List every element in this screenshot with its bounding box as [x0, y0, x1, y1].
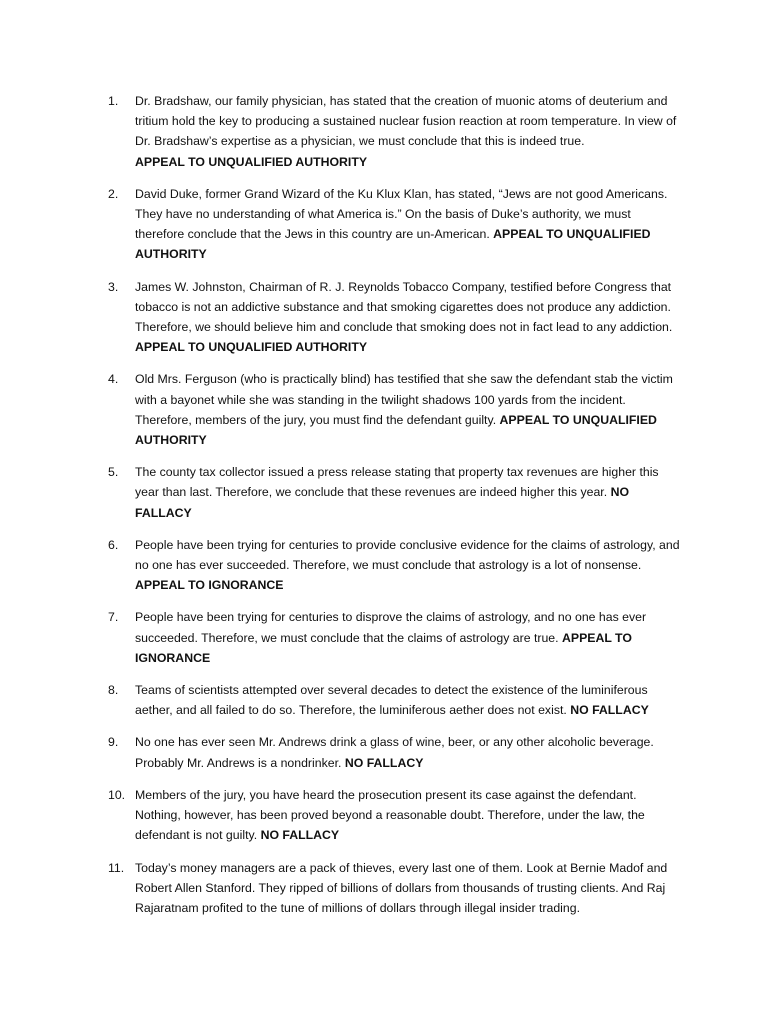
list-item — [108, 785, 680, 846]
item-text: Members of the jury, you have heard the prosecution present its case against the defendant. Nothing, however, has been proved beyond a reasonable doubt. Therefore, under the law, the defendant is not guilty. — [135, 787, 645, 843]
list-item — [108, 369, 680, 450]
item-number: 8. — [108, 683, 119, 698]
item-number: 3. — [108, 279, 119, 294]
fallacy-exercise-list — [108, 91, 680, 930]
item-number: 2. — [108, 186, 119, 201]
item-text: Old Mrs. Ferguson (who is practically blind) has testified that she saw the defendant stab the victim with a bayonet while she was standing in the twilight shadows 100 yards from the incident. Therefore, members of the jury, you must find the defendant guilty. — [135, 372, 673, 427]
list-item — [108, 462, 680, 523]
list-item — [108, 91, 680, 172]
item-text: People have been trying for centuries to disprove the claims of astrology, and no one has ever succeeded. Therefore, we must conclude that the claims of astrology are true. — [135, 610, 647, 645]
item-number: 11. — [108, 860, 125, 875]
item-number: 4. — [108, 372, 119, 387]
item-text: James W. Johnston, Chairman of R. J. Reynolds Tobacco Company, testified before Congress that tobacco is not an addictive substance and that smoking cigarettes does not produce any addiction. Therefore, we should believe him and conclude that smoking does not in fact lead to any addiction. — [135, 279, 673, 335]
item-number: 9. — [108, 735, 119, 750]
list-item — [108, 184, 680, 265]
answer-label: APPEAL TO UNQUALIFIED AUTHORITY — [135, 412, 657, 448]
answer-label: APPEAL TO IGNORANCE — [135, 630, 632, 665]
answer-label: NO FALLACY — [570, 703, 649, 718]
answer-label: NO FALLACY — [135, 485, 630, 520]
answer-label: APPEAL TO UNQUALIFIED AUTHORITY — [135, 227, 651, 262]
item-text: Teams of scientists attempted over several decades to detect the existence of the luminiferous aether, and all failed to do so. Therefore, the luminiferous aether does not exist. — [135, 683, 648, 718]
answer-label: NO FALLACY — [344, 755, 424, 770]
item-text: People have been trying for centuries to provide conclusive evidence for the claims of astrology, and no one has ever succeeded. Therefore, we must conclude that astrology is a lot of nonsense. — [135, 537, 680, 573]
list-item — [108, 607, 680, 668]
item-number: 1. — [108, 94, 119, 108]
item-number: 10. — [108, 787, 126, 802]
answer-label: NO FALLACY — [260, 828, 340, 843]
answer-label: APPEAL TO UNQUALIFIED AUTHORITY — [135, 340, 368, 355]
item-text: David Duke, former Grand Wizard of the Ku Klux Klan, has stated, “Jews are not good Americans. They have no understanding of what America is.” On the basis of Duke’s authority, we must therefore conclude that the Jews in this country are un-American. — [135, 186, 668, 242]
item-number: 5. — [108, 465, 119, 480]
item-number: 7. — [108, 610, 119, 625]
item-text: No one has ever seen Mr. Andrews drink a glass of wine, beer, or any other alcoholic beverage. Probably Mr. Andrews is a nondrinker. — [135, 735, 654, 770]
list-item — [108, 858, 680, 919]
answer-label: APPEAL TO IGNORANCE — [135, 578, 284, 593]
item-text: Today’s money managers are a pack of thieves, every last one of them. Look at Bernie Madof and Robert Allen Stanford. They ripped of billions of dollars from thousands of trusting clients. And Raj Rajaratnam profited to the tune of millions of dollars through illegal insider trading. — [135, 860, 668, 915]
list-item — [108, 535, 680, 596]
list-item — [108, 732, 680, 772]
list-item — [108, 680, 680, 720]
item-text: Dr. Bradshaw, our family physician, has stated that the creation of muonic atoms of deuterium and tritium hold the key to producing a sustained nuclear fusion reaction at room temperature. In view of Dr. Bradshaw’s expertise as a physician, we must conclude that this is indeed true. — [135, 94, 677, 149]
answer-label: APPEAL TO UNQUALIFIED AUTHORITY — [135, 154, 368, 169]
item-number: 6. — [108, 537, 119, 552]
list-item — [108, 277, 680, 358]
item-text: The county tax collector issued a press release stating that property tax revenues are higher this year than last. Therefore, we conclude that these revenues are indeed higher this year. — [135, 465, 659, 500]
